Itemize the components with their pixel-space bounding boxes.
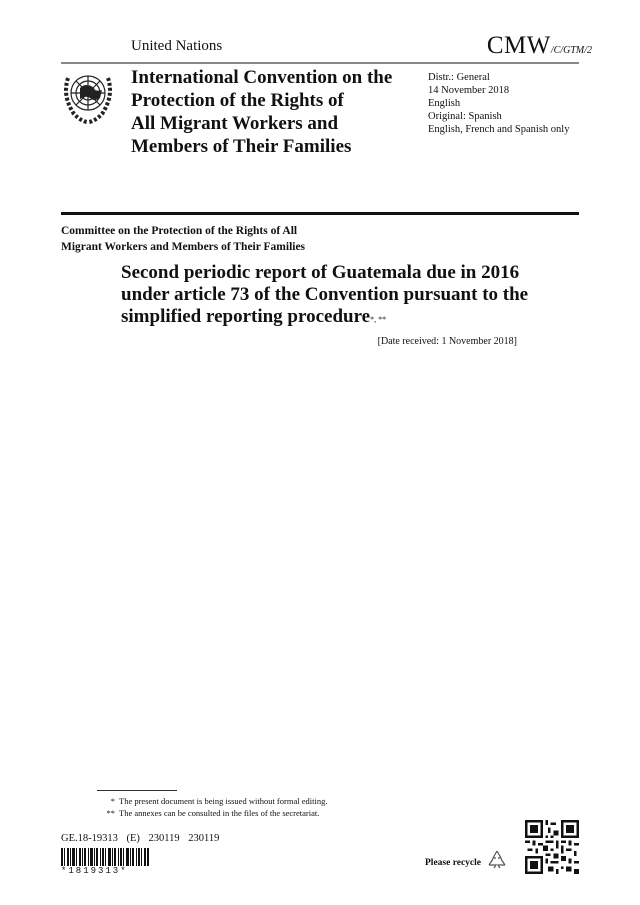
document-language: English	[428, 98, 461, 109]
footnote-item	[97, 795, 327, 807]
document-symbol	[487, 32, 592, 60]
report-title-line: under article 73 of the Convention pursuant to the	[121, 284, 529, 305]
footnotes	[97, 795, 327, 819]
footnote-reference[interactable]: *, **	[370, 315, 387, 324]
header-rule	[61, 62, 579, 64]
committee-line: Committee on the Protection of the Rights of All	[61, 225, 298, 237]
un-emblem-icon	[60, 66, 116, 126]
committee-name	[61, 223, 305, 255]
convention-title	[131, 66, 392, 158]
barcode-icon	[61, 848, 149, 866]
footnote-text: The present document is being issued without formal editing.	[119, 796, 328, 806]
footnote-rule	[97, 790, 177, 791]
section-rule	[61, 212, 579, 215]
footnote-text: The annexes can be consulted in the files of the secretariat.	[119, 808, 320, 818]
organization-name: United Nations	[131, 38, 223, 54]
convention-title-line: Protection of the Rights of	[131, 90, 344, 111]
footnote-mark: **	[106, 808, 115, 818]
report-title-line: Second periodic report of Guatemala due in 2016	[121, 262, 520, 283]
recycle-icon	[486, 849, 508, 871]
job-number: GE.18-19313 (E) 230119 230119	[61, 833, 220, 844]
document-symbol-main: CMW	[486, 32, 551, 59]
convention-title-line: Members of Their Families	[131, 136, 352, 157]
report-title	[121, 262, 528, 331]
document-date: 14 November 2018	[428, 85, 510, 96]
date-received: [Date received: 1 November 2018]	[377, 336, 517, 347]
footnote-item	[97, 807, 327, 819]
convention-title-line: All Migrant Workers and	[131, 113, 339, 134]
convention-title-line: International Convention on the	[131, 67, 393, 88]
languages-only: English, French and Spanish only	[428, 124, 570, 135]
report-title-line: simplified reporting procedure	[121, 306, 371, 327]
qr-code-icon	[525, 820, 579, 874]
distribution-type: Distr.: General	[428, 72, 490, 83]
recycle-label: Please recycle	[425, 858, 481, 868]
original-language: Original: Spanish	[428, 111, 502, 122]
document-symbol-sub: /C/GTM/2	[550, 45, 592, 56]
committee-line: Migrant Workers and Members of Their Families	[61, 241, 306, 253]
distribution-info	[428, 71, 569, 136]
footnote-mark: *	[110, 796, 115, 806]
barcode-number: *1819313*	[61, 866, 128, 876]
